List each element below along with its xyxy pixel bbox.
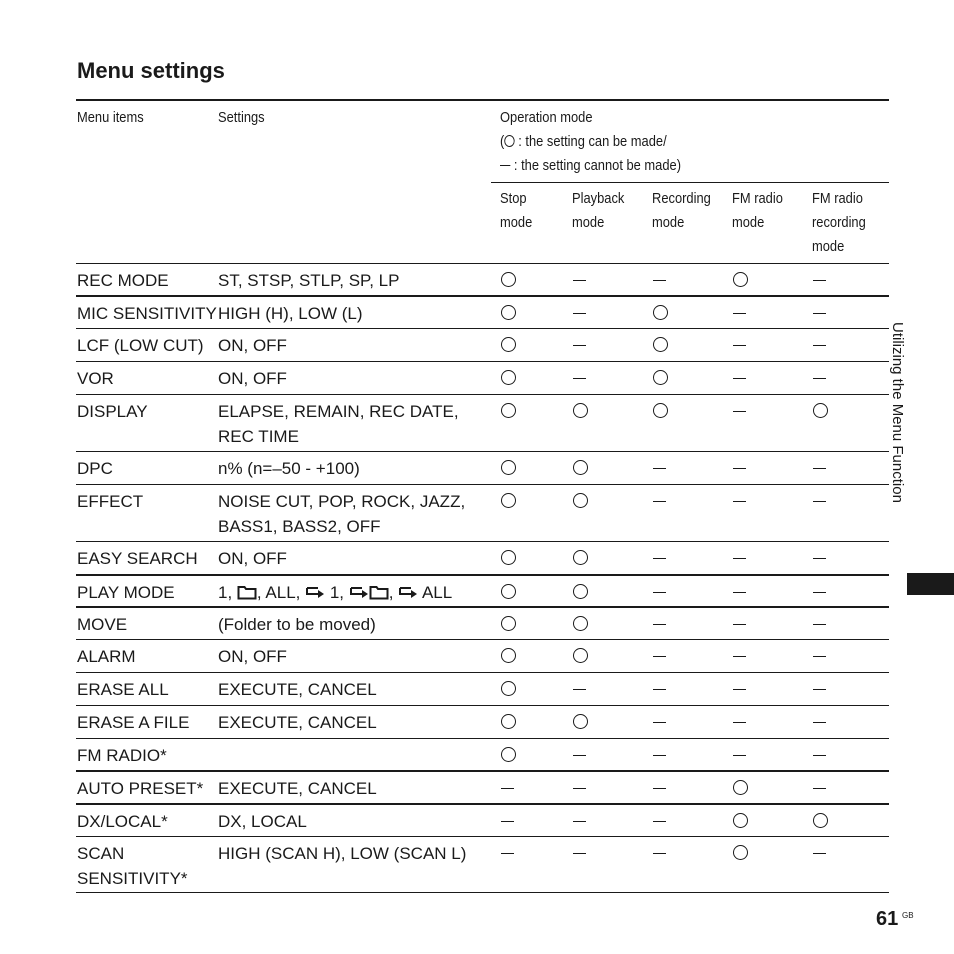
mode-cell bbox=[573, 809, 633, 834]
mode-cell bbox=[733, 776, 793, 802]
mode-cell bbox=[733, 399, 793, 424]
mode-cell bbox=[813, 333, 873, 358]
dash-icon bbox=[501, 788, 514, 789]
circle-icon bbox=[501, 370, 516, 385]
dash-icon bbox=[813, 592, 826, 593]
side-label-text: Utilizing the Menu Function bbox=[889, 322, 906, 503]
mode-header-2 bbox=[652, 187, 711, 235]
table-row bbox=[76, 672, 889, 706]
circle-icon bbox=[573, 550, 588, 565]
table-row bbox=[76, 451, 889, 485]
mode-cell bbox=[733, 456, 793, 481]
menu-item-label: DPC bbox=[77, 459, 113, 478]
mode-cell bbox=[501, 776, 561, 801]
mode-cell bbox=[573, 399, 633, 425]
dash-icon bbox=[733, 755, 746, 756]
menu-item-label: LCF (LOW CUT) bbox=[77, 336, 204, 355]
mode-cell bbox=[653, 333, 713, 359]
legend-cannot-line bbox=[500, 154, 878, 178]
dash-icon bbox=[813, 378, 826, 379]
mode-cell bbox=[501, 809, 561, 834]
mode-header-line: FM radio bbox=[812, 190, 863, 207]
circle-icon bbox=[733, 813, 748, 828]
circle-icon bbox=[653, 305, 668, 320]
mode-cell bbox=[653, 743, 713, 768]
table-row bbox=[76, 394, 889, 452]
circle-icon bbox=[733, 780, 748, 795]
table-row bbox=[76, 705, 889, 739]
mode-cell bbox=[813, 841, 873, 866]
mode-cell bbox=[573, 710, 633, 736]
header-operation-mode bbox=[500, 106, 878, 178]
mode-cell bbox=[813, 710, 873, 735]
mode-cell bbox=[813, 268, 873, 293]
mode-cell bbox=[733, 841, 793, 867]
mode-cell bbox=[573, 644, 633, 670]
mode-cell bbox=[653, 268, 713, 293]
dash-icon bbox=[653, 501, 666, 502]
dash-icon bbox=[653, 280, 666, 281]
mode-cell bbox=[653, 580, 713, 605]
circle-icon bbox=[501, 305, 516, 320]
circle-icon bbox=[501, 616, 516, 631]
dash-icon bbox=[573, 313, 586, 314]
mode-cell bbox=[573, 366, 633, 391]
mode-header-line: Stop bbox=[500, 190, 527, 207]
circle-icon bbox=[501, 272, 516, 287]
dash-icon bbox=[573, 755, 586, 756]
dash-icon bbox=[653, 592, 666, 593]
menu-item-label: PLAY MODE bbox=[77, 583, 175, 602]
settings-value: ON, OFF bbox=[218, 336, 287, 355]
circle-icon bbox=[573, 714, 588, 729]
circle-icon bbox=[501, 681, 516, 696]
dash-icon bbox=[653, 689, 666, 690]
mode-header-line: FM radio bbox=[732, 190, 783, 207]
table-row bbox=[76, 803, 889, 838]
mode-header-line: recording bbox=[812, 214, 866, 231]
table-row bbox=[76, 263, 889, 296]
side-tab-marker bbox=[907, 573, 954, 595]
dash-icon bbox=[813, 468, 826, 469]
dash-icon bbox=[813, 624, 826, 625]
mode-cell bbox=[653, 644, 713, 669]
mode-cell bbox=[573, 743, 633, 768]
circle-icon bbox=[501, 460, 516, 475]
dash-icon bbox=[733, 411, 746, 412]
operation-mode-label: Operation mode bbox=[500, 109, 593, 126]
circle-icon bbox=[504, 135, 514, 147]
table-top-rule bbox=[76, 99, 889, 101]
mode-cell bbox=[501, 644, 561, 670]
mode-header-line: Playback bbox=[572, 190, 625, 207]
mode-cell bbox=[573, 841, 633, 866]
menu-item-label: DISPLAY bbox=[77, 402, 148, 421]
dash-icon bbox=[653, 624, 666, 625]
circle-icon bbox=[653, 370, 668, 385]
settings-part: ALL bbox=[418, 583, 453, 602]
dash-icon bbox=[653, 722, 666, 723]
mode-header-line: mode bbox=[812, 238, 845, 255]
menu-item-label: MIC SENSITIVITY bbox=[77, 304, 217, 323]
settings-value: ELAPSE, REMAIN, REC DATE, REC TIME bbox=[218, 402, 459, 446]
mode-cell bbox=[653, 710, 713, 735]
mode-cell bbox=[501, 612, 561, 638]
mode-cell bbox=[501, 710, 561, 736]
menu-item-label: MOVE bbox=[77, 615, 128, 634]
repeat-icon bbox=[305, 583, 325, 602]
circle-icon bbox=[573, 616, 588, 631]
mode-cell bbox=[501, 489, 561, 515]
settings-value bbox=[218, 580, 488, 605]
mode-cell bbox=[501, 366, 561, 392]
mode-cell bbox=[813, 776, 873, 801]
dash-icon bbox=[733, 468, 746, 469]
mode-cell bbox=[733, 809, 793, 835]
mode-cell bbox=[733, 710, 793, 735]
circle-icon bbox=[733, 272, 748, 287]
settings-value: HIGH (H), LOW (L) bbox=[218, 304, 363, 323]
settings-value: ON, OFF bbox=[218, 647, 287, 666]
mode-header-line: Recording bbox=[652, 190, 711, 207]
mode-cell bbox=[573, 268, 633, 293]
page-number: 61 bbox=[876, 908, 899, 930]
circle-icon bbox=[501, 337, 516, 352]
dash-icon bbox=[573, 788, 586, 789]
mode-cell bbox=[573, 612, 633, 638]
operation-mode-rule bbox=[491, 182, 889, 183]
mode-cell bbox=[501, 268, 561, 294]
mode-cell bbox=[501, 743, 561, 769]
table-row bbox=[76, 738, 889, 771]
mode-cell bbox=[813, 456, 873, 481]
mode-header-0 bbox=[500, 187, 532, 235]
settings-value: NOISE CUT, POP, ROCK, JAZZ, BASS1, BASS2, OFF bbox=[218, 492, 466, 536]
dash-icon bbox=[653, 821, 666, 822]
circle-icon bbox=[501, 403, 516, 418]
mode-cell bbox=[653, 809, 713, 834]
mode-cell bbox=[573, 301, 633, 326]
dash-icon bbox=[653, 788, 666, 789]
circle-icon bbox=[733, 845, 748, 860]
dash-icon bbox=[733, 313, 746, 314]
mode-cell bbox=[813, 677, 873, 702]
dash-icon bbox=[653, 755, 666, 756]
mode-header-3 bbox=[732, 187, 783, 235]
dash-icon bbox=[813, 280, 826, 281]
menu-item-label: SCAN SENSITIVITY* bbox=[77, 844, 188, 888]
mode-cell bbox=[501, 399, 561, 425]
header-settings: Settings bbox=[218, 109, 265, 126]
settings-value: (Folder to be moved) bbox=[218, 615, 376, 634]
dash-icon bbox=[733, 656, 746, 657]
mode-cell bbox=[653, 776, 713, 801]
mode-cell bbox=[501, 546, 561, 572]
settings-value: EXECUTE, CANCEL bbox=[218, 779, 377, 798]
dash-icon bbox=[501, 821, 514, 822]
dash-icon bbox=[573, 821, 586, 822]
settings-value: EXECUTE, CANCEL bbox=[218, 680, 377, 699]
circle-icon bbox=[813, 403, 828, 418]
dash-icon bbox=[813, 313, 826, 314]
mode-cell bbox=[813, 301, 873, 326]
mode-cell bbox=[813, 366, 873, 391]
mode-cell bbox=[813, 644, 873, 669]
dash-icon bbox=[733, 592, 746, 593]
mode-cell bbox=[813, 399, 873, 425]
settings-part: 1, bbox=[325, 583, 349, 602]
dash-icon bbox=[573, 689, 586, 690]
dash-icon bbox=[573, 378, 586, 379]
menu-item-label: EASY SEARCH bbox=[77, 549, 198, 568]
circle-icon bbox=[573, 403, 588, 418]
mode-cell bbox=[733, 366, 793, 391]
mode-cell bbox=[653, 456, 713, 481]
circle-icon bbox=[813, 813, 828, 828]
dash-icon bbox=[733, 501, 746, 502]
legend-can-line: ( : the setting can be made/ bbox=[500, 133, 667, 150]
dash-icon bbox=[653, 558, 666, 559]
dash-icon bbox=[653, 468, 666, 469]
mode-cell bbox=[573, 776, 633, 801]
dash-icon bbox=[501, 853, 514, 854]
mode-cell bbox=[501, 456, 561, 482]
mode-cell bbox=[653, 366, 713, 392]
mode-cell bbox=[813, 809, 873, 835]
table-row bbox=[76, 295, 889, 330]
menu-item-label: EFFECT bbox=[77, 492, 144, 511]
mode-header-4 bbox=[812, 187, 866, 259]
mode-cell bbox=[573, 456, 633, 482]
mode-cell bbox=[653, 546, 713, 571]
dash-icon bbox=[813, 558, 826, 559]
mode-cell bbox=[733, 743, 793, 768]
menu-item-label: ALARM bbox=[77, 647, 136, 666]
mode-cell bbox=[573, 580, 633, 606]
mode-cell bbox=[733, 612, 793, 637]
circle-icon bbox=[501, 747, 516, 762]
dash-icon bbox=[813, 689, 826, 690]
menu-item-label: REC MODE bbox=[77, 271, 169, 290]
mode-cell bbox=[653, 399, 713, 425]
repeat-icon bbox=[398, 583, 418, 602]
menu-item-label: VOR bbox=[77, 369, 114, 388]
mode-header-1 bbox=[572, 187, 624, 235]
circle-icon bbox=[573, 584, 588, 599]
table-row bbox=[76, 484, 889, 542]
dash-icon bbox=[813, 853, 826, 854]
mode-header-line: mode bbox=[732, 214, 765, 231]
dash-icon bbox=[653, 853, 666, 854]
mode-cell bbox=[813, 489, 873, 514]
mode-cell bbox=[573, 489, 633, 515]
settings-value: HIGH (SCAN H), LOW (SCAN L) bbox=[218, 844, 467, 863]
circle-icon bbox=[501, 648, 516, 663]
settings-value: n% (n=–50 - +100) bbox=[218, 459, 360, 478]
mode-cell bbox=[653, 489, 713, 514]
mode-header-line: mode bbox=[500, 214, 533, 231]
folder-icon bbox=[237, 583, 257, 602]
dash-icon bbox=[733, 378, 746, 379]
table-row bbox=[76, 836, 889, 893]
mode-cell bbox=[733, 644, 793, 669]
dash-icon bbox=[733, 689, 746, 690]
mode-cell bbox=[733, 268, 793, 294]
dash-icon bbox=[733, 624, 746, 625]
page-title: Menu settings bbox=[77, 58, 225, 83]
mode-cell bbox=[813, 580, 873, 605]
dash-icon bbox=[813, 722, 826, 723]
legend-can-text: : the setting can be made/ bbox=[514, 133, 667, 150]
table-row bbox=[76, 361, 889, 395]
mode-cell bbox=[573, 677, 633, 702]
dash-icon bbox=[573, 853, 586, 854]
dash-icon bbox=[813, 501, 826, 502]
settings-part: , bbox=[388, 583, 399, 602]
table-row bbox=[76, 639, 889, 673]
mode-cell bbox=[501, 580, 561, 606]
dash-icon bbox=[813, 656, 826, 657]
menu-item-label: DX/LOCAL* bbox=[77, 812, 168, 831]
mode-cell bbox=[573, 333, 633, 358]
table-row bbox=[76, 574, 889, 608]
mode-cell bbox=[653, 677, 713, 702]
mode-cell bbox=[653, 841, 713, 866]
table-row bbox=[76, 328, 889, 362]
mode-header-line: mode bbox=[572, 214, 605, 231]
dash-icon bbox=[573, 345, 586, 346]
table-row bbox=[76, 770, 889, 805]
circle-icon bbox=[501, 493, 516, 508]
mode-cell bbox=[653, 612, 713, 637]
dash-icon bbox=[573, 280, 586, 281]
dash-icon bbox=[733, 558, 746, 559]
circle-icon bbox=[573, 460, 588, 475]
settings-value: ON, OFF bbox=[218, 369, 287, 388]
mode-cell bbox=[813, 743, 873, 768]
mode-cell bbox=[733, 546, 793, 571]
header-menu-items: Menu items bbox=[77, 109, 144, 126]
settings-part: 1, bbox=[218, 583, 237, 602]
settings-part: , ALL, bbox=[256, 583, 306, 602]
mode-cell bbox=[501, 333, 561, 359]
settings-value: ON, OFF bbox=[218, 549, 287, 568]
mode-cell bbox=[501, 301, 561, 327]
mode-cell bbox=[813, 546, 873, 571]
menu-item-label: FM RADIO* bbox=[77, 746, 167, 765]
settings-value: ST, STSP, STLP, SP, LP bbox=[218, 271, 400, 290]
circle-icon bbox=[501, 714, 516, 729]
mode-cell bbox=[813, 612, 873, 637]
side-label bbox=[889, 322, 928, 562]
circle-icon bbox=[501, 550, 516, 565]
dash-icon bbox=[653, 656, 666, 657]
legend-cannot-text: : the setting cannot be made) bbox=[510, 157, 682, 174]
dash-icon bbox=[813, 755, 826, 756]
mode-cell bbox=[653, 301, 713, 327]
mode-cell bbox=[573, 546, 633, 572]
mode-cell bbox=[733, 489, 793, 514]
circle-icon bbox=[573, 648, 588, 663]
mode-cell bbox=[733, 333, 793, 358]
menu-item-label: ERASE ALL bbox=[77, 680, 169, 699]
mode-header-line: mode bbox=[652, 214, 685, 231]
menu-item-label: ERASE A FILE bbox=[77, 713, 190, 732]
dash-icon bbox=[813, 788, 826, 789]
dash-icon bbox=[733, 345, 746, 346]
mode-cell bbox=[733, 301, 793, 326]
mode-cell bbox=[733, 580, 793, 605]
table-row bbox=[76, 541, 889, 575]
circle-icon bbox=[653, 403, 668, 418]
mode-cell bbox=[733, 677, 793, 702]
circle-icon bbox=[573, 493, 588, 508]
dash-icon bbox=[813, 345, 826, 346]
circle-icon bbox=[501, 584, 516, 599]
table-bottom-rule bbox=[76, 892, 889, 893]
menu-item-label: AUTO PRESET* bbox=[77, 779, 204, 798]
settings-value: EXECUTE, CANCEL bbox=[218, 713, 377, 732]
dash-icon bbox=[500, 165, 510, 166]
page-suffix: GB bbox=[902, 911, 914, 920]
settings-value: DX, LOCAL bbox=[218, 812, 307, 831]
repeat-folder-icon bbox=[349, 583, 389, 602]
dash-icon bbox=[733, 722, 746, 723]
table-row bbox=[76, 606, 889, 641]
mode-cell bbox=[501, 841, 561, 866]
mode-cell bbox=[501, 677, 561, 703]
circle-icon bbox=[653, 337, 668, 352]
